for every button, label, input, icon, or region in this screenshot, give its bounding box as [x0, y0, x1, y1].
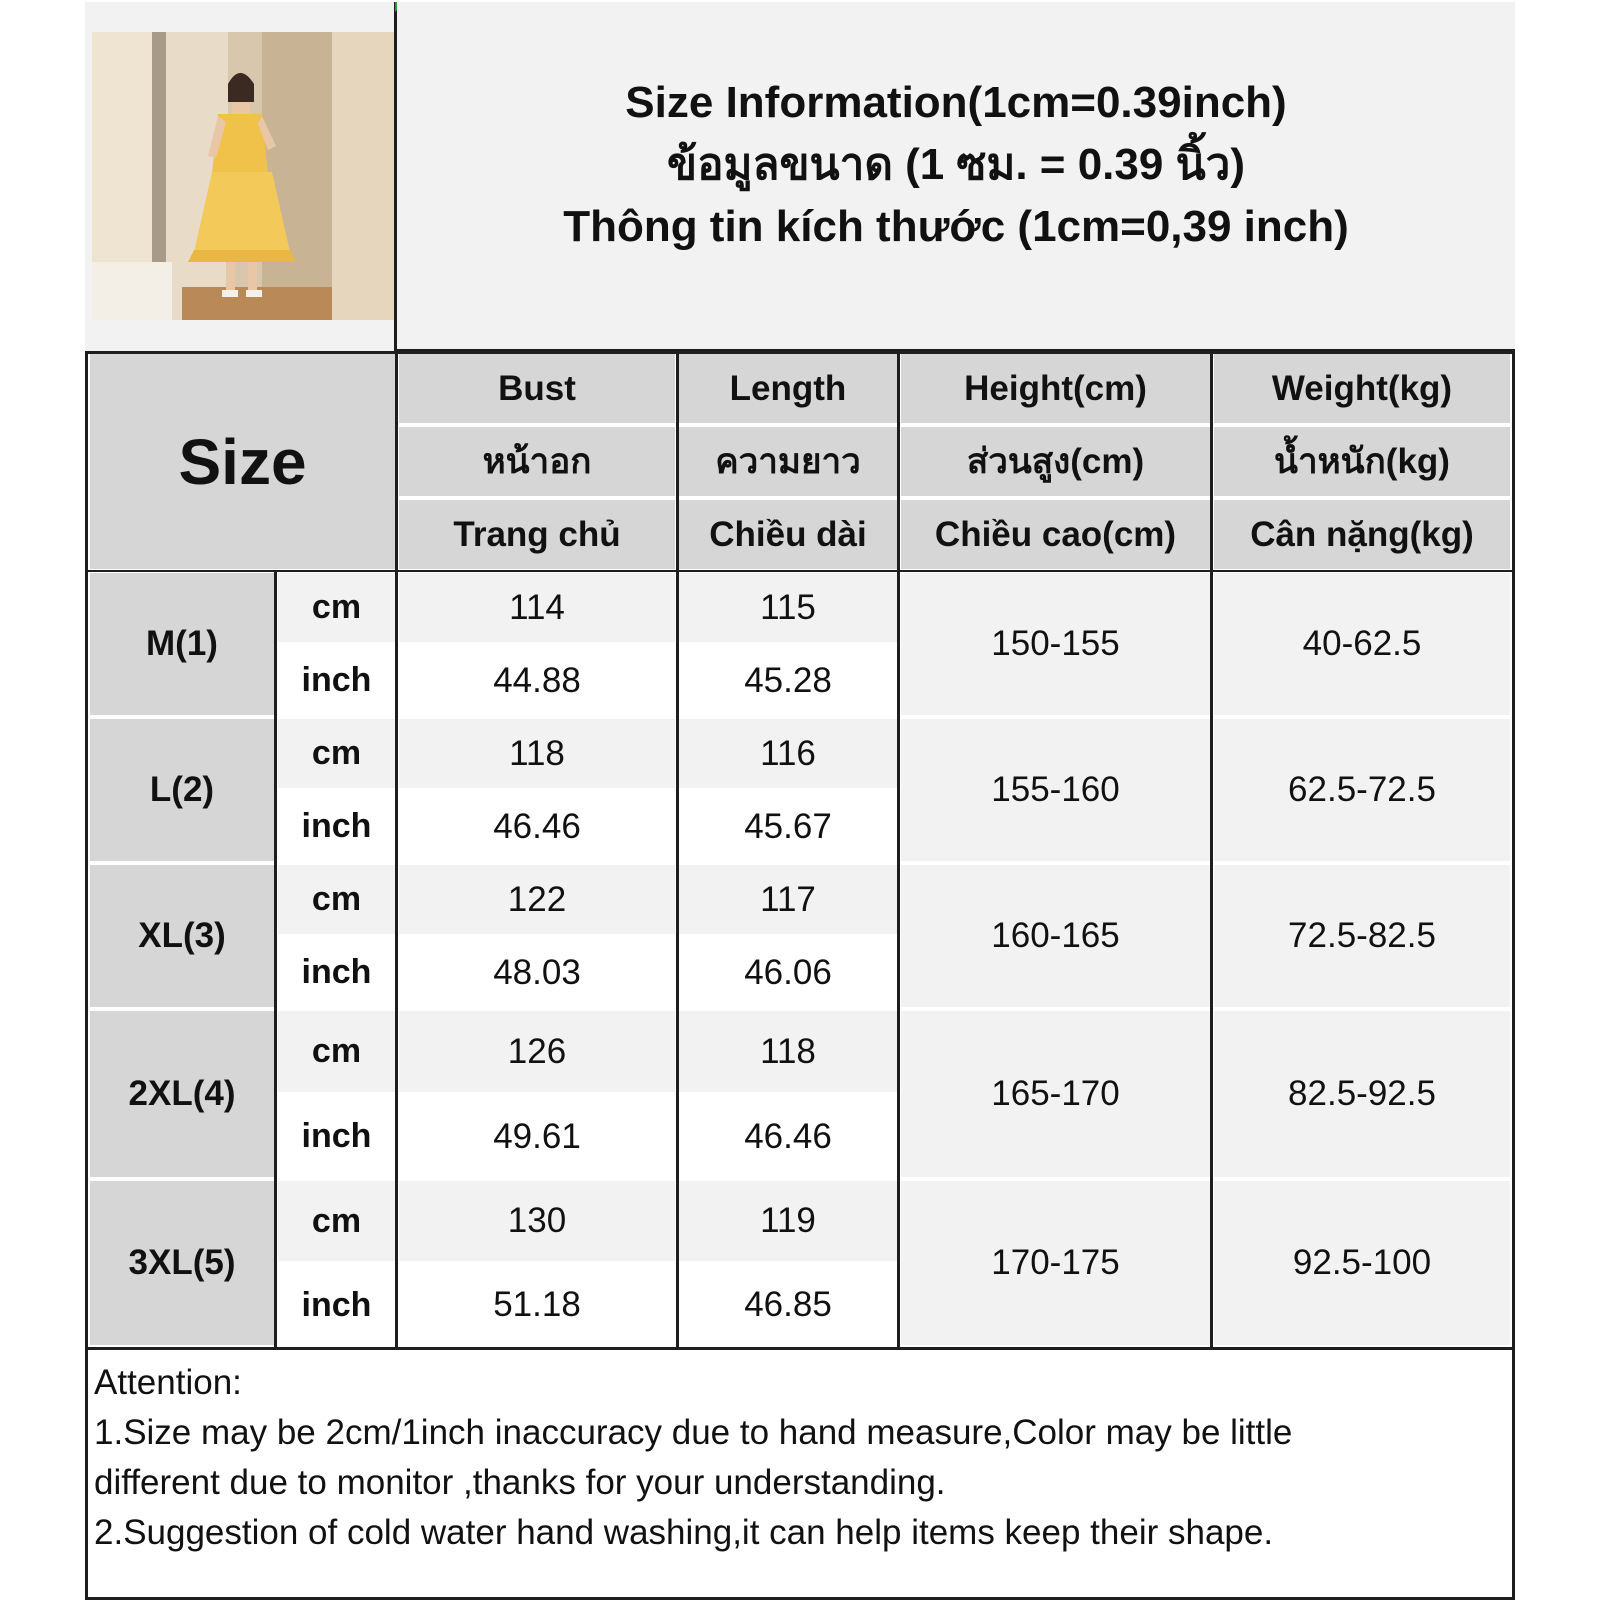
col-height-th: ส่วนสูง(cm) — [899, 425, 1212, 498]
length-cm-value: 116 — [677, 717, 899, 790]
unit-cm: cm — [276, 1009, 397, 1094]
size-row-label: 2XL(4) — [88, 1009, 276, 1179]
weight-range: 92.5-100 — [1212, 1179, 1512, 1347]
weight-range: 40-62.5 — [1212, 571, 1512, 717]
col-length-en: Length — [677, 352, 899, 425]
col-length-vi: Chiều dài — [677, 498, 899, 571]
grid-line — [897, 352, 900, 1348]
length-inch-value: 46.46 — [677, 1094, 899, 1179]
weight-range: 72.5-82.5 — [1212, 863, 1512, 1009]
length-cm-value: 119 — [677, 1179, 899, 1263]
height-range: 150-155 — [899, 571, 1212, 717]
size-row-label: XL(3) — [88, 863, 276, 1009]
bust-inch-value: 48.03 — [397, 936, 677, 1009]
length-inch-value: 45.28 — [677, 644, 899, 717]
bust-cm-value: 118 — [397, 717, 677, 790]
length-cm-value: 117 — [677, 863, 899, 936]
grid-line — [274, 571, 277, 1348]
col-bust-en: Bust — [397, 352, 677, 425]
unit-cm: cm — [276, 571, 397, 644]
size-row-label: M(1) — [88, 571, 276, 717]
weight-range: 62.5-72.5 — [1212, 717, 1512, 863]
length-inch-value: 46.06 — [677, 936, 899, 1009]
weight-range: 82.5-92.5 — [1212, 1009, 1512, 1179]
product-photo — [92, 32, 394, 320]
bust-inch-value: 44.88 — [397, 644, 677, 717]
unit-inch: inch — [276, 1094, 397, 1179]
bust-inch-value: 51.18 — [397, 1263, 677, 1347]
col-height-en: Height(cm) — [899, 352, 1212, 425]
size-row-label: 3XL(5) — [88, 1179, 276, 1347]
bust-cm-value: 130 — [397, 1179, 677, 1263]
col-bust-th: หน้าอก — [397, 425, 677, 498]
height-range: 165-170 — [899, 1009, 1212, 1179]
size-row-label: L(2) — [88, 717, 276, 863]
unit-cm: cm — [276, 717, 397, 790]
attention-notes — [88, 1350, 1512, 1597]
height-range: 170-175 — [899, 1179, 1212, 1347]
note-line: different due to monitor ,thanks for your understanding. — [94, 1463, 946, 1502]
unit-inch: inch — [276, 936, 397, 1009]
col-weight-en: Weight(kg) — [1212, 352, 1512, 425]
note-heading: Attention: — [94, 1363, 242, 1402]
dress-photo-illustration — [92, 32, 394, 320]
unit-inch: inch — [276, 644, 397, 717]
grid-line — [1210, 352, 1213, 1348]
grid-line — [676, 352, 679, 1348]
note-line: 2.Suggestion of cold water hand washing,it can help items keep their shape. — [94, 1513, 1274, 1552]
length-inch-value: 46.85 — [677, 1263, 899, 1347]
grid-line — [85, 570, 1515, 572]
length-inch-value: 45.67 — [677, 790, 899, 863]
col-length-th: ความยาว — [677, 425, 899, 498]
grid-line — [395, 352, 398, 1348]
length-cm-value: 118 — [677, 1009, 899, 1094]
unit-cm: cm — [276, 863, 397, 936]
col-bust-vi: Trang chủ — [397, 498, 677, 571]
col-weight-vi: Cân nặng(kg) — [1212, 498, 1512, 571]
length-cm-value: 115 — [677, 571, 899, 644]
height-range: 160-165 — [899, 863, 1212, 1009]
bust-inch-value: 49.61 — [397, 1094, 677, 1179]
unit-inch: inch — [276, 790, 397, 863]
height-range: 155-160 — [899, 717, 1212, 863]
bust-cm-value: 114 — [397, 571, 677, 644]
title-vietnamese: Thông tin kích thước (1cm=0,39 inch) — [563, 201, 1349, 251]
grid-line — [85, 351, 1515, 354]
title-cell — [397, 2, 1515, 352]
title-thai: ข้อมูลขนาด (1 ซม. = 0.39 นิ้ว) — [666, 139, 1245, 189]
col-weight-th: น้ำหนัก(kg) — [1212, 425, 1512, 498]
unit-cm: cm — [276, 1179, 397, 1263]
bust-inch-value: 46.46 — [397, 790, 677, 863]
bust-cm-value: 126 — [397, 1009, 677, 1094]
title-english: Size Information(1cm=0.39inch) — [625, 77, 1287, 127]
bust-cm-value: 122 — [397, 863, 677, 936]
note-line: 1.Size may be 2cm/1inch inaccuracy due to hand measure,Color may be little — [94, 1413, 1293, 1452]
size-header: Size — [88, 352, 397, 571]
col-height-vi: Chiều cao(cm) — [899, 498, 1212, 571]
unit-inch: inch — [276, 1263, 397, 1347]
